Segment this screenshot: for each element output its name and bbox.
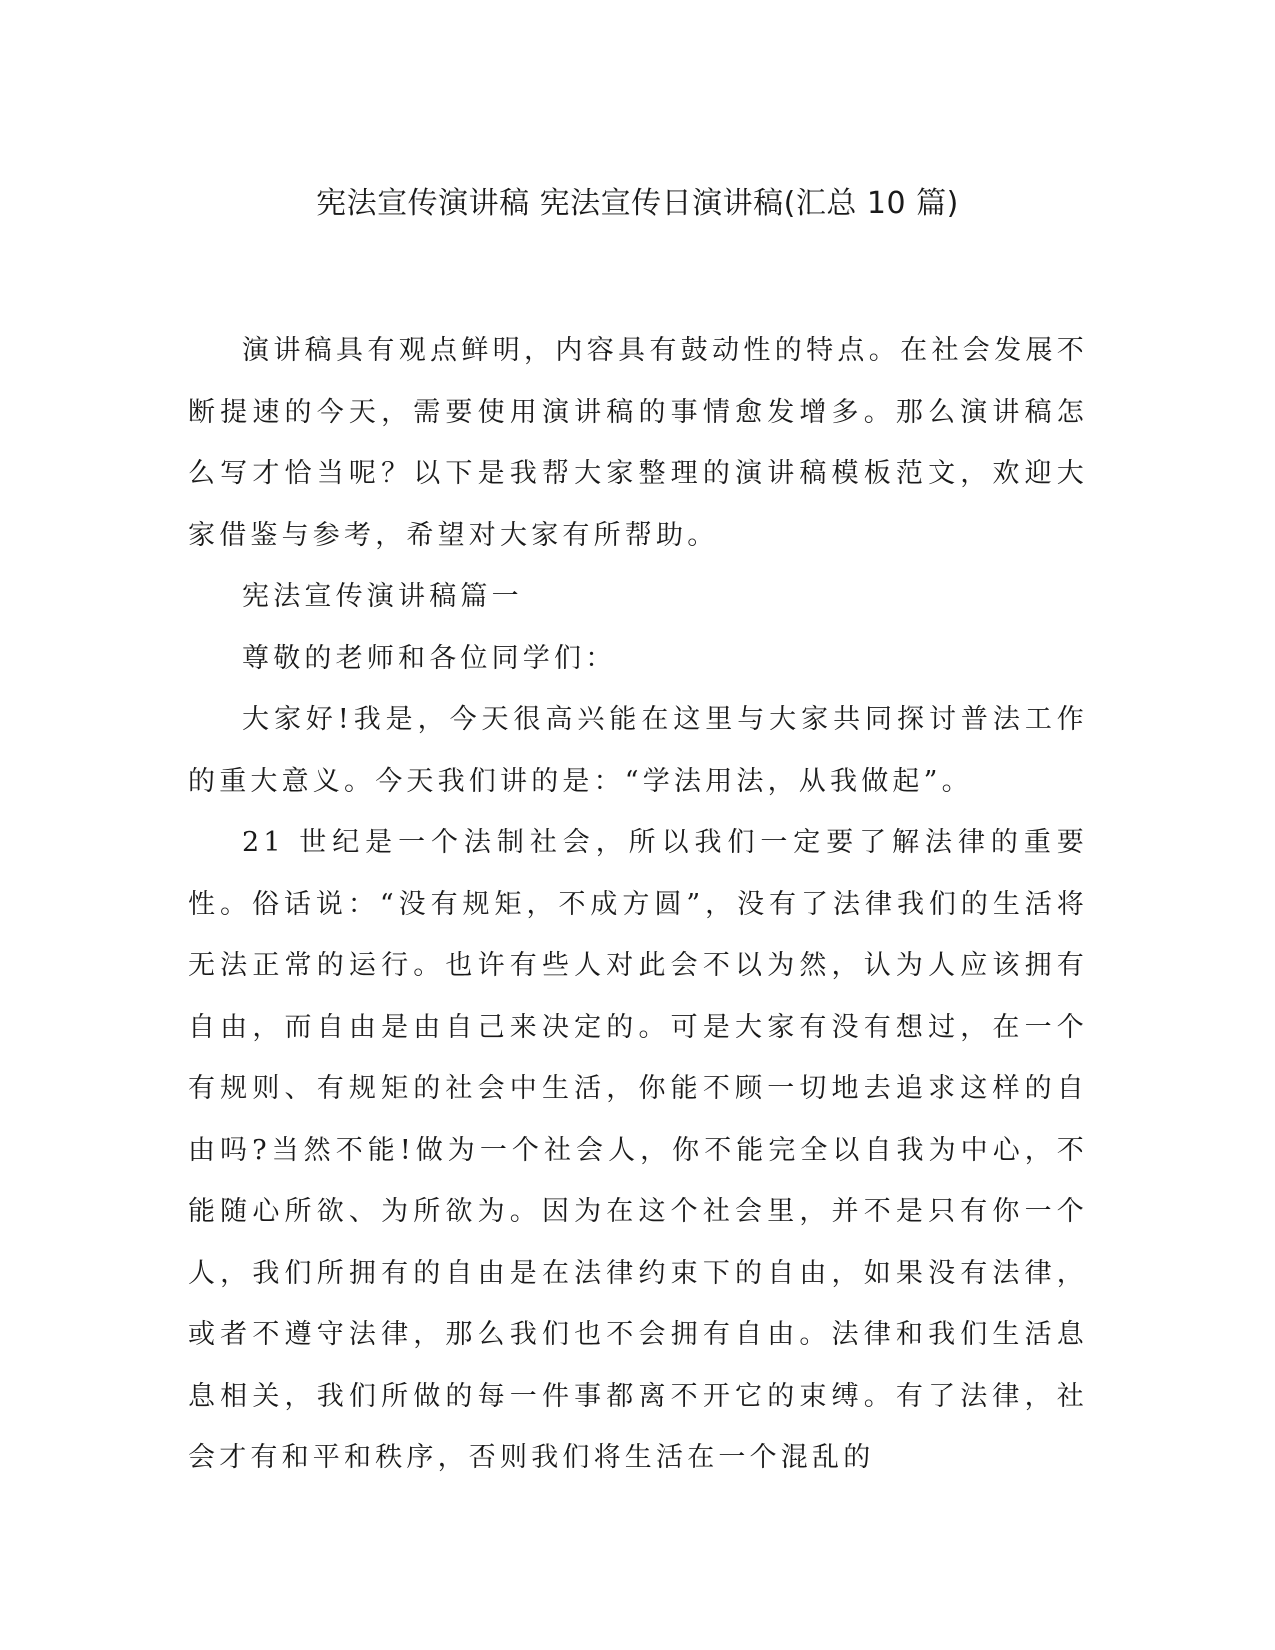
document-body: [188, 320, 1088, 1489]
document-title: 宪法宣传演讲稿 宪法宣传日演讲稿(汇总 10 篇): [316, 186, 959, 221]
paragraph-greeting: 大家好!我是，今天很高兴能在这里与大家共同探讨普法工作的重大意义。今天我们讲的是：“学法用法，从我做起”。: [188, 704, 1088, 797]
paragraph-intro: 演讲稿具有观点鲜明，内容具有鼓动性的特点。在社会发展不断提速的今天，需要使用演讲稿的事情愈发增多。那么演讲稿怎么写才恰当呢？以下是我帮大家整理的演讲稿模板范文，欢迎大家借鉴与参考，希望对大家有所帮助。: [188, 335, 1088, 551]
paragraph-main: 21 世纪是一个法制社会，所以我们一定要了解法律的重要性。俗话说：“没有规矩，不成方圆”，没有了法律我们的生活将无法正常的运行。也许有些人对此会不以为然，认为人应该拥有自由，而自由是由自己来决定的。可是大家有没有想过，在一个有规则、有规矩的社会中生活，你能不顾一切地去追求这样的自由吗?当然不能!做为一个社会人，你不能完全以自我为中心，不能随心所欲、为所欲为。因为在这个社会里，并不是只有你一个人，我们所拥有的自由是在法律约束下的自由，如果没有法律，或者不遵守法律，那么我们也不会拥有自由。法律和我们生活息息相关，我们所做的每一件事都离不开它的束缚。有了法律，社会才有和平和秩序，否则我们将生活在一个混乱的: [188, 827, 1088, 1473]
paragraph-salutation: 尊敬的老师和各位同学们：: [242, 642, 617, 674]
paragraph-section-heading: 宪法宣传演讲稿篇一: [242, 581, 523, 612]
